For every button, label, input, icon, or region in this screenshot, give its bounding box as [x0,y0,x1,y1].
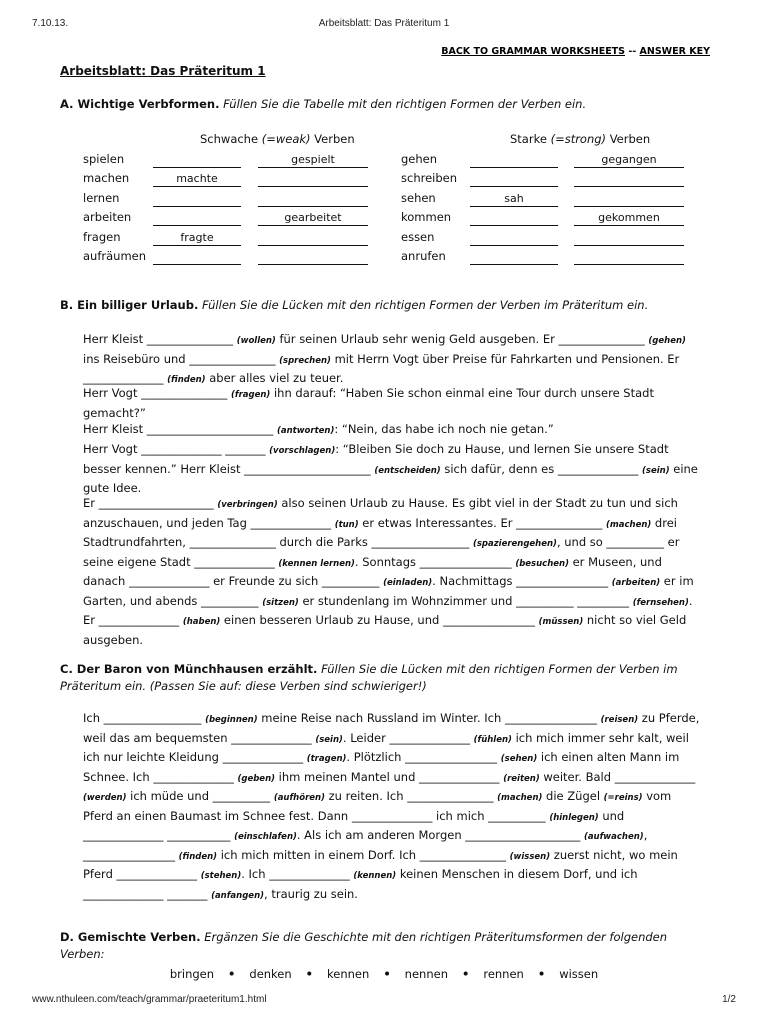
nav-separator: -- [628,46,637,57]
print-page-number: 1/2 [722,994,736,1005]
verb-hint: (finden) [167,375,206,385]
strong-verb-5: anrufen [401,249,446,263]
strong-header-italic: (=strong) [550,132,607,146]
strong-participle-field-2[interactable] [574,192,684,207]
strong-participle-field-4[interactable] [574,231,684,246]
verb-hint: (wissen) [509,851,551,862]
weak-verb-1: machen [83,171,130,186]
strong-verbs-header [510,132,650,146]
bullet-separator: • [383,967,391,981]
verb-hint: (anfangen) [211,890,265,901]
bullet-separator: • [461,967,470,981]
verb-hint: (kennen lernen) [278,558,355,569]
bullet-separator: • [537,967,546,981]
strong-past-field-0[interactable] [470,153,558,168]
strong-participle-field-1[interactable] [574,172,684,187]
strong-past-field-5[interactable] [470,250,558,265]
verb-hint: (hinlegen) [549,812,599,823]
verb-hint: (tun) [334,519,359,530]
verb-hint: (=reins) [603,793,643,803]
verb-hint: (reiten) [503,773,540,784]
verb-hint: (einschlafen) [234,832,297,842]
weak-past-field-5[interactable] [153,250,241,265]
verb-option-nennen: nennen [404,967,448,981]
print-date: 7.10.13. [32,18,69,29]
section-c-instruction: Füllen Sie die Lücken mit den richtigen Formen der Verben im Präteritum ein. (Passen Sie auf: diese Verben sind schwieriger!) [60,662,678,693]
verb-hint: (sehen) [500,754,538,764]
verb-hint: (vorschlagen) [269,446,336,456]
print-url: www.nthuleen.com/teach/grammar/praeteritum1.html [32,994,267,1005]
back-to-worksheets-link[interactable]: BACK TO GRAMMAR WORKSHEETS [441,46,626,57]
verb-hint: (wollen) [236,336,276,346]
verb-option-bringen: bringen [169,967,215,981]
section-b-paragraph-3[interactable]: Herr Kleist ______________________ (antworten): “Nein, das habe ich noch nie getan.” [83,422,554,436]
weak-past-field-1[interactable]: machte [153,172,241,187]
strong-verb-2: sehen [401,190,436,205]
weak-verbs-header [200,132,355,146]
verb-option-wissen: wissen [559,967,599,981]
verb-option-kennen: kennen [327,967,370,981]
weak-participle-field-4[interactable] [258,231,368,246]
verb-hint: (finden) [178,851,218,862]
verb-hint: (sein) [642,465,670,476]
strong-header-text: Starke [510,132,551,146]
verb-hint: (stehen) [200,871,242,881]
strong-header-suffix: Verben [606,132,651,146]
weak-past-field-4[interactable]: fragte [153,231,241,246]
strong-verb-3: kommen [401,210,452,225]
verb-hint: (einladen) [383,578,433,588]
verb-hint: (sein) [315,734,343,745]
section-c-heading [60,661,710,695]
weak-verb-5: aufräumen [83,249,147,263]
verb-hint: (müssen) [538,617,584,627]
verb-hint: (geben) [237,773,276,784]
strong-past-field-3[interactable] [470,211,558,226]
strong-participle-field-5[interactable] [574,250,684,265]
weak-participle-field-2[interactable] [258,192,368,207]
section-d-instruction: Ergänzen Sie die Geschichte mit den richtigen Präteritumsformen der folgenden Verben: [60,930,668,961]
page-title: Arbeitsblatt: Das Präteritum 1 [60,64,266,78]
verb-hint: (gehen) [648,336,686,346]
verb-hint: (reisen) [600,715,639,725]
verb-option-rennen: rennen [483,967,524,981]
strong-verb-4: essen [401,229,435,244]
section-b-paragraph-5[interactable]: Er ____________________ (verbringen) also seinen Urlaub zu Hause. Es gibt viel in der Stadt zu tun und sich anzuschauen, und jeden Tag ______________ (tun) er etwas Interessantes. Er _______________ (machen) drei Stadtrundfahrten, _______________ durch die Parks _________________ (spazierengehen), und so __________ er seine eigene Stadt ______________ (kennen lernen). Sonntags ________________ (besuchen) er Museen, und danach ______________ er Freunde zu sich __________ (einladen). Nachmittags ________________ (arbeiten) er im Garten, und abends __________ (sitzen) er stundenlang im Wohnzimmer und __________ _________ (fernsehen). Er ______________ (haben) einen besseren Urlaub zu Hause, und ________________ (müssen) nicht so viel Geld ausgeben. [83,496,694,647]
weak-verb-3: arbeiten [83,210,132,225]
section-c-title: C. Der Baron von Münchhausen erzählt. [60,662,318,676]
bullet-separator: • [305,967,314,981]
section-b-paragraph-2[interactable]: Herr Vogt _______________ (fragen) ihn darauf: “Haben Sie schon einmal eine Tour durch unsere Stadt gemacht?” [83,386,654,420]
verb-hint: (sitzen) [262,597,299,608]
section-b-heading [60,297,710,314]
verb-hint: (fühlen) [473,734,512,745]
verb-hint: (beginnen) [205,715,258,725]
top-nav [441,46,710,57]
verb-hint: (arbeiten) [611,578,661,588]
section-b-paragraph-1[interactable]: Herr Kleist _______________ (wollen) für seinen Urlaub sehr wenig Geld ausgeben. Er _______________ (gehen) ins Reisebüro und _______________ (sprechen) mit Herrn Vogt über Preise für Fahrkarten und Pensionen. Er ______________ (finden) aber alles viel zu teuer. [83,332,686,385]
section-b-instruction: Füllen Sie die Lücken mit den richtigen Formen der Verben im Präteritum ein. [202,298,649,312]
verb-hint: (aufwachen) [583,832,644,842]
weak-past-field-0[interactable] [153,153,241,168]
weak-header-text: Schwache [200,132,262,146]
verb-option-denken: denken [249,967,292,981]
verb-hint: (sprechen) [279,355,331,366]
strong-verb-0: gehen [401,152,438,166]
strong-past-field-1[interactable] [470,172,558,187]
weak-participle-field-1[interactable] [258,172,368,187]
weak-participle-field-5[interactable] [258,250,368,265]
section-a-heading [60,96,710,113]
section-a-instruction: Füllen Sie die Tabelle mit den richtigen Formen der Verben ein. [223,97,587,111]
verb-hint: (werden) [83,793,127,803]
strong-participle-field-0[interactable]: gegangen [574,153,684,168]
verb-hint: (fernsehen) [632,597,689,608]
section-d-title: D. Gemischte Verben. [60,930,201,944]
weak-header-suffix: Verben [310,132,355,146]
verb-hint: (spazierengehen) [472,539,557,549]
strong-past-field-2[interactable]: sah [470,192,558,207]
bullet-separator: • [228,967,236,981]
strong-past-field-4[interactable] [470,231,558,246]
strong-participle-field-3[interactable]: gekommen [574,211,684,226]
verb-hint: (tragen) [306,754,347,764]
verb-hint: (kennen) [353,871,397,881]
section-b-paragraph-4[interactable]: Herr Vogt ______________ _______ (vorschlagen): “Bleiben Sie doch zu Hause, und lernen Sie unsere Stadt besser kennen.” Herr Kleist ______________________ (entscheiden) sich dafür, denn es ______________ (sein) eine gute Idee. [83,442,698,495]
weak-past-field-3[interactable] [153,211,241,226]
answer-key-link[interactable]: ANSWER KEY [639,46,710,57]
weak-verb-4: fragen [83,229,121,244]
print-page-title: Arbeitsblatt: Das Präteritum 1 [318,18,450,29]
verb-list [0,967,768,981]
verb-hint: (machen) [497,793,543,803]
section-a-title: A. Wichtige Verbformen. [60,97,220,111]
weak-header-italic: (=weak) [261,132,311,146]
verb-hint: (haben) [182,617,221,627]
verb-hint: (aufhören) [273,793,325,803]
verb-hint: (verbringen) [217,500,278,510]
weak-participle-field-0[interactable]: gespielt [258,153,368,168]
weak-verb-0: spielen [83,152,125,166]
section-b-title: B. Ein billiger Urlaub. [60,298,199,312]
weak-participle-field-3[interactable]: gearbeitet [258,211,368,226]
verb-hint: (machen) [606,519,652,530]
weak-past-field-2[interactable] [153,192,241,207]
section-d-heading [60,929,710,963]
verb-hint: (entscheiden) [374,465,441,476]
weak-verb-2: lernen [83,190,120,205]
strong-verb-1: schreiben [401,171,458,186]
section-c-paragraph[interactable]: Ich _________________ (beginnen) meine Reise nach Russland im Winter. Ich ________________ (reisen) zu Pferde, weil das am bequemsten ______________ (sein). Leider ______________ (fühlen) ich mich immer sehr kalt, weil ich nur leichte Kleidung ______________ (tragen). Plötzlich ________________ (sehen) ich einen alten Mann im Schnee. Ich ______________ (geben) ihm meinen Mantel und ______________ (reiten) weiter. Bald ______________ (werden) ich müde und __________ (aufhören) zu reiten. Ich _______________ (machen) die Zügel (=reins) vom Pferd an einen Baumast im Schnee fest. Dann ______________ ich mich __________ (hinlegen) und ______________ ___________ (einschlafen). Als ich am anderen Morgen ____________________ (aufwachen), ________________ (finden) ich mich mitten in einem Dorf. Ich _______________ (wissen) zuerst nicht, wo mein Pferd ______________ (stehen). Ich ______________ (kennen) keinen Menschen in diesem Dorf, und ich ______________ _______ (anfangen), traurig zu sein. [83,711,700,901]
verb-hint: (besuchen) [515,558,569,569]
verb-hint: (antworten) [276,426,335,436]
verb-hint: (fragen) [231,390,271,400]
